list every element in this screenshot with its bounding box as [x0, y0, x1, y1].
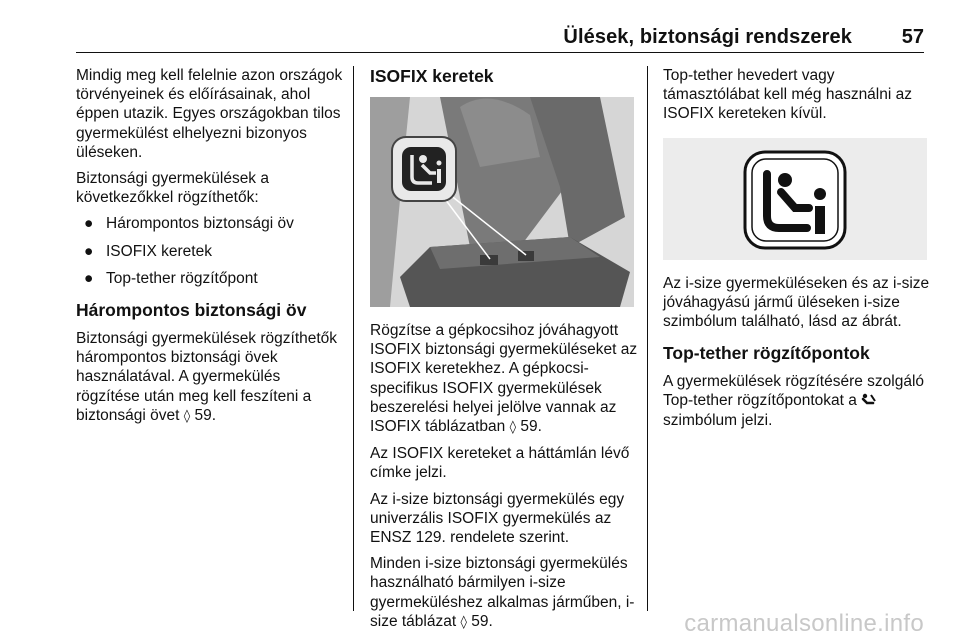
i-size-icon — [743, 150, 847, 250]
column-divider-left — [353, 66, 354, 611]
tether-intro-paragraph: Top-tether hevedert vagy támasztólábat kell még használni az ISOFIX kereteken kívül. — [663, 67, 912, 123]
column-left — [76, 66, 346, 433]
top-tether-icon — [861, 393, 877, 406]
bullet-icon: ● — [84, 215, 94, 233]
list-item: ● Top-tether rögzítőpont — [84, 269, 258, 287]
page-reference-link[interactable]: 59. — [471, 612, 493, 630]
attachment-list — [76, 214, 346, 288]
bullet-icon: ● — [84, 269, 94, 287]
isofix-paragraph-3: Az i-size biztonsági gyermekülés egy univerzális ISOFIX gyermekülés az ENSZ 129. rendelete szerint. — [370, 490, 625, 547]
page-number: 57 — [901, 26, 924, 48]
column-middle — [370, 66, 638, 639]
page-reference-link[interactable]: 59. — [194, 406, 217, 424]
tether-paragraph: A gyermekülések rögzítésére szolgáló Top-tether rögzítőpontokat a szimbólum jelzi. — [663, 373, 925, 429]
page-title: Ülések, biztonsági rendszerek — [563, 26, 852, 48]
page-reference-icon: ◊ — [460, 614, 467, 630]
i-size-paragraph: Az i-size gyermeküléseken és az i-size jóváhagyású jármű üléseken i-size szimbólum található, lásd az ábrát. — [663, 274, 930, 331]
belt-paragraph: Biztonsági gyermekülések rögzíthetők hárompontos biztonsági övek használatával. A gyermekülés rögzítése után meg kell feszíteni a biztonsági övet ◊ 59. — [76, 330, 338, 424]
page-reference-link[interactable]: 59. — [520, 418, 542, 436]
isofix-paragraph-1: Rögzítse a gépkocsihoz jóváhagyott ISOFIX biztonsági gyermeküléseket az ISOFIX keretekhez. A gépkocsi-specifikus ISOFIX gyermekülések beszerelési helyei jelölve vannak az ISOFIX táblázatban ◊ 59. — [370, 322, 638, 436]
isofix-seat-photo — [370, 97, 634, 307]
isofix-paragraph-4: Minden i-size biztonsági gyermekülés használható bármilyen i-size gyermeküléshez alkalmas járműben, i-size táblázat ◊ 59. — [370, 555, 635, 630]
bullet-icon: ● — [84, 242, 94, 260]
intro-paragraph: Mindig meg kell felelnie azon országok törvényeinek és előírásainak, ahol éppen utazik. Egyes országokban tilos gyermekülést elhelyezni bizonyos üléseken. — [76, 67, 343, 161]
page-header — [76, 22, 924, 53]
isofix-paragraph-2: Az ISOFIX kereteket a háttámlán lévő címke jelzi. — [370, 445, 630, 482]
page-reference-icon: ◊ — [509, 420, 517, 436]
section-heading-top-tether: Top-tether rögzítőpontok — [663, 343, 870, 364]
page-reference-icon: ◊ — [183, 408, 191, 424]
watermark: carmanualsonline.info — [684, 610, 924, 637]
list-item: ● ISOFIX keretek — [84, 242, 212, 260]
section-heading-isofix: ISOFIX keretek — [370, 66, 494, 86]
column-divider-right — [647, 66, 648, 611]
list-item: ● Hárompontos biztonsági öv — [84, 215, 294, 233]
attach-paragraph: Biztonsági gyermekülések a következőkkel rögzíthetők: — [76, 170, 269, 207]
column-right — [663, 66, 931, 437]
i-size-symbol-figure — [663, 138, 927, 260]
section-heading-three-point-belt: Hárompontos biztonsági öv — [76, 300, 307, 321]
